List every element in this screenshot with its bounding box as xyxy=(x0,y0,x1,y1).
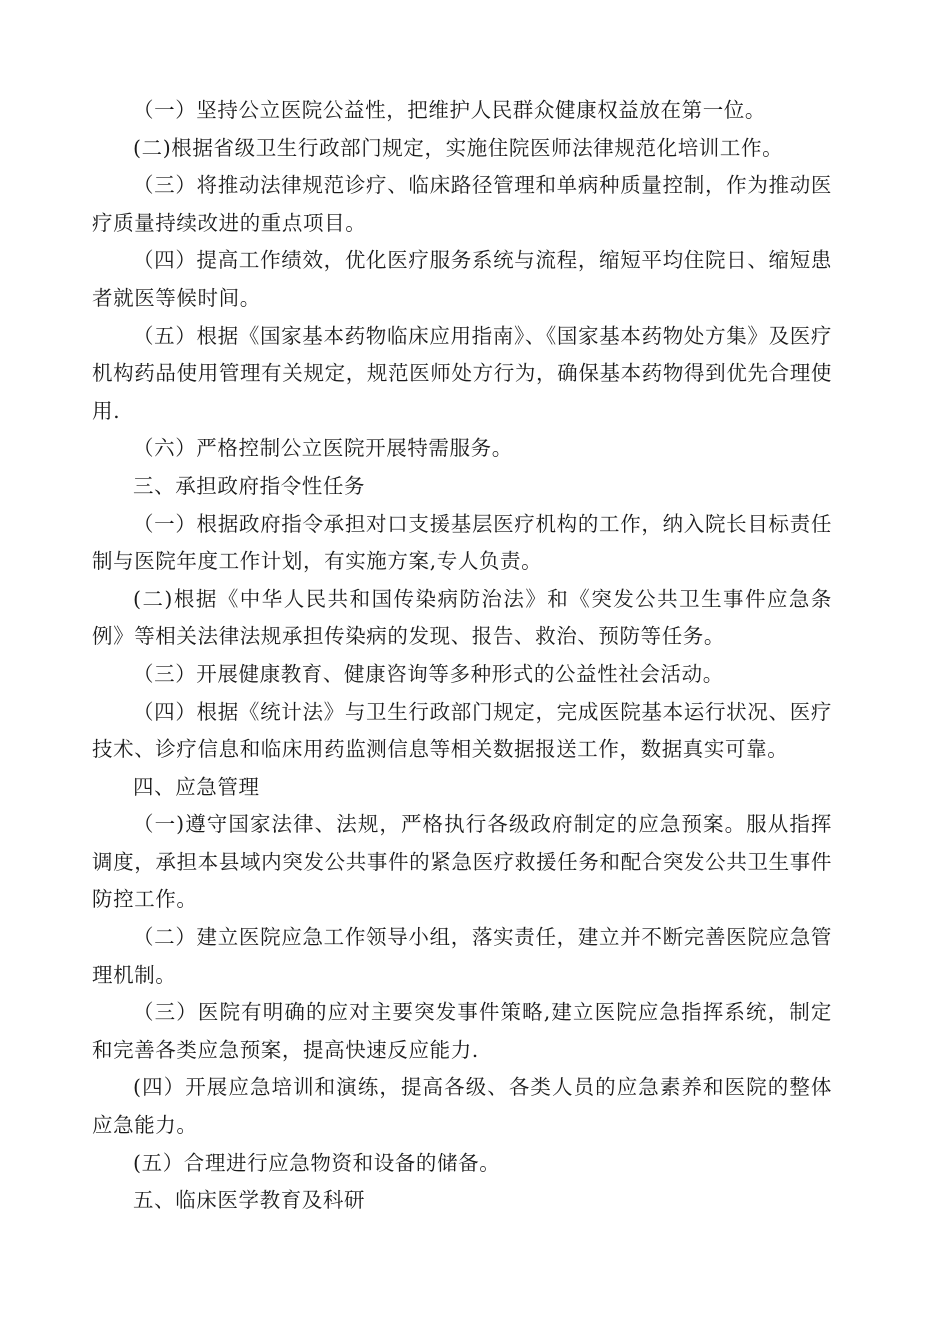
paragraph-3-2: (二)根据《中华人民共和国传染病防治法》和《突发公共卫生事件应急条例》等相关法律法规承担传染病的发现、报告、救治、预防等任务。 xyxy=(92,586,832,649)
paragraph-1-5: （五）根据《国家基本药物临床应用指南》、《国家基本药物处方集》及医疗机构药品使用管理有关规定，规范医师处方行为，确保基本药物得到优先合理使用. xyxy=(92,323,832,423)
paragraph-1-3: （三）将推动法律规范诊疗、临床路径管理和单病种质量控制，作为推动医疗质量持续改进的重点项目。 xyxy=(92,173,832,235)
section-heading-3: 三、承担政府指令性任务 xyxy=(133,473,366,498)
paragraph-3-1: （一）根据政府指令承担对口支援基层医疗机构的工作，纳入院长目标责任制与医院年度工作计划，有实施方案,专人负责。 xyxy=(92,511,832,574)
paragraph-1-2: (二)根据省级卫生行政部门规定，实施住院医师法律规范化培训工作。 xyxy=(133,135,784,160)
paragraph-1-6: （六）严格控制公立医院开展特需服务。 xyxy=(133,436,513,461)
paragraph-3-4: （四）根据《统计法》与卫生行政部门规定，完成医院基本运行状况、医疗技术、诊疗信息和临床用药监测信息等相关数据报送工作，数据真实可靠。 xyxy=(92,699,832,762)
paragraph-4-3: （三）医院有明确的应对主要突发事件策略,建立医院应急指挥系统，制定和完善各类应急预案，提高快速反应能力. xyxy=(92,1000,832,1062)
paragraph-4-5: (五）合理进行应急物资和设备的储备。 xyxy=(133,1150,501,1175)
section-heading-4: 四、应急管理 xyxy=(133,774,260,799)
paragraph-3-3: （三）开展健康教育、健康咨询等多种形式的公益性社会活动。 xyxy=(133,661,724,686)
paragraph-4-4: (四）开展应急培训和演练，提高各级、各类人员的应急素养和医院的整体应急能力。 xyxy=(92,1075,832,1138)
paragraph-4-1: （一)遵守国家法律、法规，严格执行各级政府制定的应急预案。服从指挥调度，承担本县域内突发公共事件的紧急医疗救援任务和配合突发公共卫生事件防控工作。 xyxy=(92,812,832,912)
paragraph-1-1: （一）坚持公立医院公益性，把维护人民群众健康权益放在第一位。 xyxy=(133,98,766,122)
section-heading-5: 五、临床医学教育及科研 xyxy=(133,1188,366,1213)
document-body xyxy=(92,92,832,1220)
paragraph-1-4: （四）提高工作绩效，优化医疗服务系统与流程，缩短平均住院日、缩短患者就医等候时间。 xyxy=(92,248,832,310)
paragraph-4-2: （二）建立医院应急工作领导小组，落实责任，建立并不断完善医院应急管理机制。 xyxy=(92,925,832,987)
